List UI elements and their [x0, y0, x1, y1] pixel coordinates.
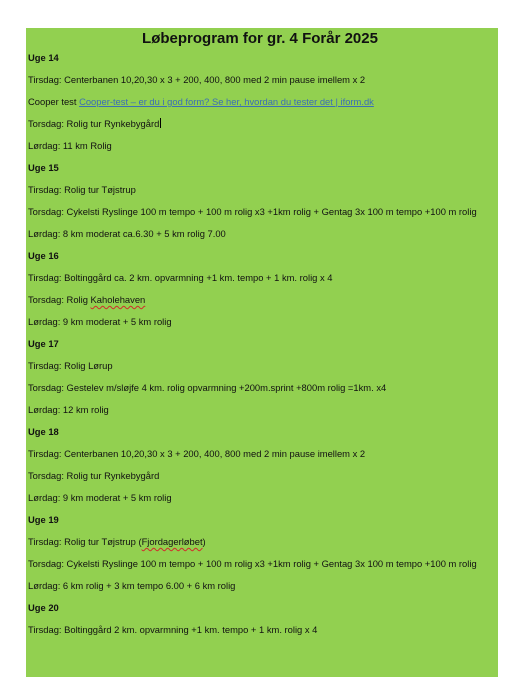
cooper-test-link[interactable]: Cooper-test – er du i god form? Se her, hvordan du tester det | iform.dk [79, 96, 374, 107]
text-cursor [160, 118, 161, 128]
paragraph [28, 536, 492, 547]
paragraph: Lørdag: 9 km moderat + 5 km rolig [28, 492, 172, 503]
paragraph-text: Tirsdag: Rolig tur Tøjstrup ( [28, 536, 142, 547]
paragraph-text: Cooper test [28, 96, 80, 107]
paragraph: Lørdag: 12 km rolig [28, 404, 109, 415]
paragraph: Torsdag: Rolig tur Rynkebygård [28, 470, 160, 481]
paragraph: Lørdag: 11 km Rolig [28, 140, 112, 151]
paragraph: Lørdag: 6 km rolig + 3 km tempo 6.00 + 6 km rolig [28, 580, 236, 591]
week-heading: Uge 15 [28, 162, 59, 173]
week-heading: Uge 19 [28, 514, 59, 525]
paragraph: Lørdag: 8 km moderat ca.6.30 + 5 km rolig 7.00 [28, 228, 226, 239]
week-heading: Uge 20 [28, 602, 59, 613]
paragraph: Tirsdag: Boltinggård ca. 2 km. opvarmning +1 km. tempo + 1 km. rolig x 4 [28, 272, 333, 283]
week-heading: Uge 17 [28, 338, 59, 349]
paragraph: Torsdag: Cykelsti Ryslinge 100 m tempo + 100 m rolig x3 +1km rolig + Gentag 3x 100 m tempo +100 m rolig [28, 558, 477, 569]
paragraph [28, 118, 492, 129]
paragraph: Tirsdag: Centerbanen 10,20,30 x 3 + 200, 400, 800 med 2 min pause imellem x 2 [28, 74, 366, 85]
paragraph: Torsdag: Gestelev m/sløjfe 4 km. rolig opvarmning +200m.sprint +800m rolig =1km. x4 [28, 382, 387, 393]
paragraph-text: ) [202, 536, 206, 547]
paragraph: Tirsdag: Boltinggård 2 km. opvarmning +1 km. tempo + 1 km. rolig x 4 [28, 624, 318, 635]
paragraph: Tirsdag: Rolig Lørup [28, 360, 113, 371]
paragraph [28, 294, 492, 305]
week-heading: Uge 14 [28, 52, 59, 63]
paragraph: Lørdag: 9 km moderat + 5 km rolig [28, 316, 172, 327]
paragraph: Torsdag: Cykelsti Ryslinge 100 m tempo + 100 m rolig x3 +1km rolig + Gentag 3x 100 m tempo +100 m rolig [28, 206, 477, 217]
week-heading: Uge 16 [28, 250, 59, 261]
misspelled-word[interactable]: Fjordagerløbet [141, 536, 203, 547]
paragraph [28, 96, 492, 107]
paragraph: Tirsdag: Rolig tur Tøjstrup [28, 184, 136, 195]
document-title: Løbeprogram for gr. 4 Forår 2025 [142, 30, 378, 47]
paragraph: Tirsdag: Centerbanen 10,20,30 x 3 + 200, 400, 800 med 2 min pause imellem x 2 [28, 448, 366, 459]
document-page[interactable] [26, 28, 498, 677]
week-heading: Uge 18 [28, 426, 59, 437]
paragraph-text: Torsdag: Rolig [28, 294, 91, 305]
paragraph-text: Torsdag: Rolig tur Rynkebygård [28, 118, 160, 129]
misspelled-word[interactable]: Kaholehaven [90, 294, 146, 305]
